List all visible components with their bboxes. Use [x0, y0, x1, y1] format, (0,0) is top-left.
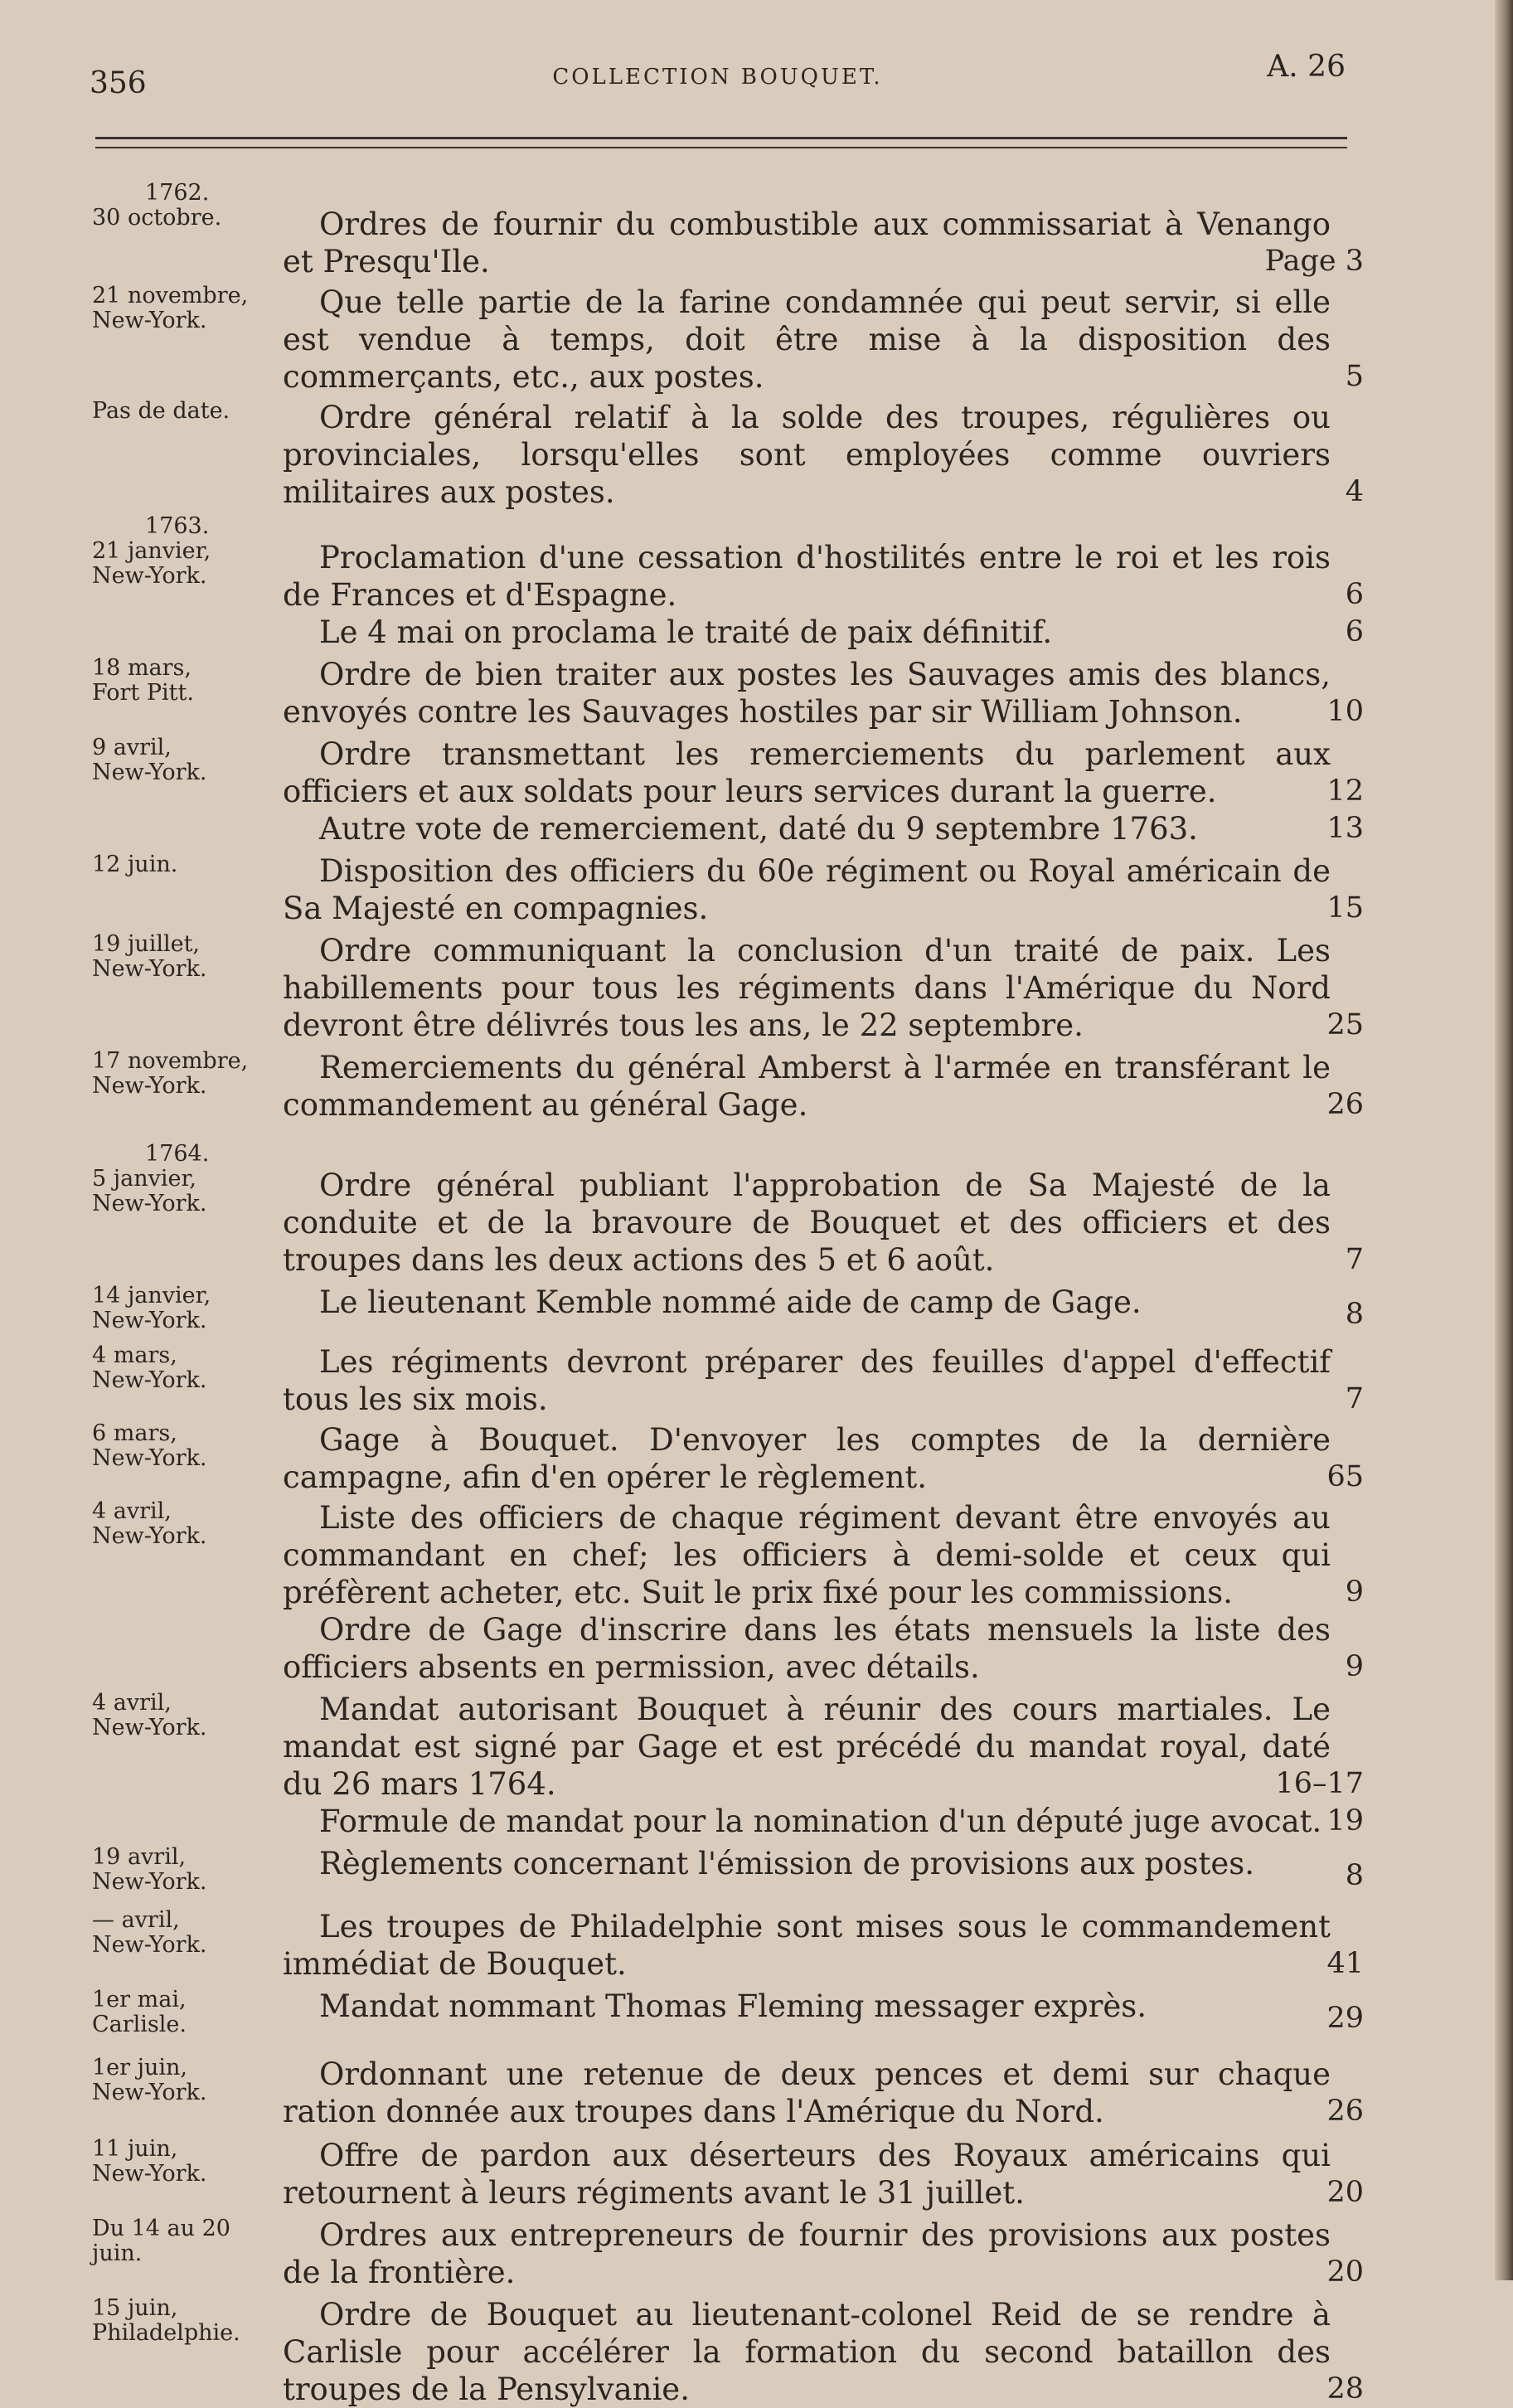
entry-date-line: 14 janvier, [92, 1283, 211, 1308]
entry-text [283, 1691, 1364, 1803]
entry-text [283, 1343, 1364, 1418]
entry-date [87, 932, 283, 1044]
entry-text [283, 1499, 1364, 1611]
entry-description: Ordre transmettant les remerciements du parlement aux officiers et aux soldats pour leurs services durant la guerre. [283, 736, 1331, 809]
entry-date [87, 1803, 283, 1840]
entry-date [87, 1142, 283, 1279]
entry-description: Le 4 mai on proclama le traité de paix définitif. [319, 614, 1053, 650]
book-binding-edge [1495, 0, 1513, 2280]
entry-page-reference: 9 [1345, 1575, 1364, 1609]
entry-page-reference: 10 [1326, 695, 1364, 728]
entry-description: Disposition des officiers du 60e régiment ou Royal américain de Sa Majesté en compagnies. [283, 853, 1331, 926]
entry-date-line: Philadelphie. [92, 2320, 240, 2346]
header-rule-bottom [95, 147, 1347, 148]
calendar-entry [87, 656, 1364, 731]
entry-date [87, 514, 283, 614]
entry-text [283, 1421, 1364, 1496]
calendar-entry [87, 181, 1364, 280]
entry-description: Les troupes de Philadelphie sont mises sous le commandement immédiat de Bouquet. [283, 1909, 1331, 1982]
entry-page-reference: 41 [1326, 1947, 1364, 1980]
entry-description: Ordres de fournir du combustible aux commissariat à Venango et Presqu'Ile. [283, 206, 1331, 279]
entry-date-line: Du 14 au 20 [92, 2216, 230, 2241]
entry-date [87, 656, 283, 731]
entry-page-reference: 28 [1326, 2372, 1364, 2406]
calendar-entry [87, 810, 1364, 847]
entry-date-line: Carlisle. [92, 2012, 187, 2037]
entry-page-reference: 12 [1326, 774, 1364, 808]
entry-text [283, 1845, 1364, 1895]
entry-date [87, 1049, 283, 1124]
entry-text [283, 399, 1364, 511]
calendar-entry [87, 932, 1364, 1044]
entry-date-line: 5 janvier, [92, 1166, 197, 1192]
entry-date [87, 2056, 283, 2130]
entry-page-reference: 9 [1345, 1650, 1364, 1683]
entry-date-line: 17 novembre, [92, 1048, 249, 1074]
entry-page-reference: 8 [1345, 1859, 1364, 1892]
calendar-entry [87, 1142, 1364, 1279]
entry-description: Offre de pardon aux déserteurs des Royaux américains qui retournent à leurs régiments avant le 31 juillet. [283, 2138, 1331, 2211]
entry-date-line: — avril, [92, 1907, 180, 1933]
entry-date [87, 1691, 283, 1803]
volume-reference: A. 26 [1267, 50, 1346, 84]
entry-page-reference: 65 [1326, 1460, 1364, 1493]
entry-page-reference: 4 [1345, 475, 1364, 508]
entry-text [283, 1611, 1364, 1686]
entry-date [87, 1421, 283, 1496]
entry-page-reference: 29 [1326, 2002, 1364, 2035]
entry-date-line: New-York. [92, 1932, 207, 1958]
calendar-entry [87, 514, 1364, 614]
entry-page-reference: 26 [1326, 1088, 1364, 1121]
entry-year: 1763. [145, 513, 210, 539]
entry-date-line: 9 avril, [92, 735, 172, 760]
entry-date [87, 399, 283, 511]
entry-date [87, 1284, 283, 1333]
entry-text [283, 2296, 1364, 2408]
calendar-entry [87, 736, 1364, 810]
entry-description: Mandat autorisant Bouquet à réunir des cours martiales. Le mandat est signé par Gage et est précédé du mandat royal, daté du 26 mars 1764. [283, 1692, 1331, 1802]
entry-date-line: New-York. [92, 2080, 207, 2105]
entry-text [283, 1167, 1364, 1279]
entry-date-line: 1er mai, [92, 1987, 187, 2012]
entry-page-reference: 13 [1326, 812, 1364, 845]
entry-text [283, 1803, 1364, 1840]
entry-text [283, 1284, 1364, 1333]
calendar-entry [87, 1803, 1364, 1840]
entry-date-line: 15 juin, [92, 2295, 178, 2321]
calendar-entry [87, 1049, 1364, 1124]
entry-description: Règlements concernant l'émission de provisions aux postes. [319, 1846, 1254, 1881]
entry-year: 1764. [145, 1141, 210, 1167]
entry-date [87, 1845, 283, 1895]
entry-text [283, 206, 1364, 280]
entry-description: Ordonnant une retenue de deux pences et demi sur chaque ration donnée aux troupes dans l'Amérique du Nord. [283, 2056, 1331, 2129]
entry-text [283, 2056, 1364, 2130]
entry-date-line: New-York. [92, 1308, 207, 1333]
entry-description: Ordre de Bouquet au lieutenant-colonel Reid de se rendre à Carlisle pour accélérer la formation du second bataillon des troupes de la Pensylvanie. [283, 2297, 1331, 2407]
entry-description: Les régiments devront préparer des feuilles d'appel d'effectif tous les six mois. [283, 1344, 1331, 1417]
entry-date [87, 736, 283, 810]
calendar-entry [87, 1284, 1364, 1333]
entry-text [283, 656, 1364, 731]
calendar-entry [87, 2137, 1364, 2211]
entry-date-line: 1er juin, [92, 2055, 188, 2080]
calendar-entry [87, 1691, 1364, 1803]
entry-date [87, 2137, 283, 2211]
entry-description: Gage à Bouquet. D'envoyer les comptes de la dernière campagne, afin d'en opérer le règlement. [283, 1422, 1331, 1495]
entry-date [87, 1499, 283, 1611]
entry-date [87, 181, 283, 280]
entry-page-reference: 7 [1345, 1382, 1364, 1415]
entry-page-reference: 5 [1345, 360, 1364, 393]
entry-text [283, 539, 1364, 614]
entry-date-line: New-York. [92, 2161, 207, 2187]
entry-page-reference: 15 [1326, 891, 1364, 925]
entry-page-reference: 26 [1326, 2095, 1364, 2128]
entry-description: Ordre général relatif à la solde des troupes, régulières ou provinciales, lorsqu'elles sont employées comme ouvriers militaires aux postes. [283, 400, 1331, 510]
entry-text [283, 736, 1364, 810]
calendar-entry [87, 399, 1364, 511]
entry-description: Ordre communiquant la conclusion d'un traité de paix. Les habillements pour tous les régiments dans l'Amérique du Nord devront être délivrés tous les ans, le 22 septembre. [283, 933, 1331, 1043]
entry-date-line: 18 mars, [92, 655, 192, 681]
entry-description: Le lieutenant Kemble nommé aide de camp de Gage. [319, 1284, 1142, 1320]
calendar-entry [87, 1499, 1364, 1611]
entry-date-line: New-York. [92, 1523, 207, 1549]
entry-date [87, 852, 283, 927]
page-number: 356 [90, 66, 147, 100]
entry-date-line: New-York. [92, 1073, 207, 1099]
entry-date-line: New-York. [92, 1445, 207, 1471]
entry-page-reference: 19 [1326, 1804, 1364, 1838]
entry-description: Liste des officiers de chaque régiment devant être envoyés au commandant en chef; les officiers à demi-solde et ceux qui préfèrent acheter, etc. Suit le prix fixé pour les commissions. [283, 1500, 1331, 1610]
entry-date [87, 1611, 283, 1686]
entry-date-line: 4 avril, [92, 1498, 172, 1524]
calendar-entry [87, 284, 1364, 396]
entry-page-reference: 7 [1345, 1243, 1364, 1276]
entry-text [283, 2137, 1364, 2211]
entry-date-line: New-York. [92, 1367, 207, 1393]
entry-text [283, 614, 1364, 651]
entry-date-line: 21 janvier, [92, 538, 211, 564]
entry-text [283, 932, 1364, 1044]
entry-date [87, 2296, 283, 2408]
entry-text [283, 852, 1364, 927]
entry-page-reference: 8 [1345, 1298, 1364, 1331]
entry-date-line: Fort Pitt. [92, 680, 194, 706]
calendar-entry [87, 1845, 1364, 1895]
calendar-entry [87, 2056, 1364, 2130]
entry-year: 1762. [145, 180, 210, 206]
calendar-entry [87, 1988, 1364, 2037]
entry-text [283, 284, 1364, 396]
entry-description: Ordre de bien traiter aux postes les Sauvages amis des blancs, envoyés contre les Sauvages hostiles par sir William Johnson. [283, 657, 1331, 730]
calendar-entry [87, 2296, 1364, 2408]
entry-page-reference: 16–17 [1275, 1767, 1364, 1800]
entry-date [87, 810, 283, 847]
entry-date [87, 614, 283, 651]
entry-page-reference: 6 [1345, 615, 1364, 648]
entry-date-line: 4 avril, [92, 1690, 172, 1716]
entry-date-line: Pas de date. [92, 398, 230, 424]
entry-page-reference: Page 3 [1264, 245, 1364, 278]
running-title: COLLECTION BOUQUET. [552, 65, 883, 90]
entry-date-line: New-York. [92, 308, 207, 333]
entry-date-line: juin. [92, 2241, 143, 2266]
header-rule-top [95, 137, 1347, 139]
entry-date [87, 1343, 283, 1418]
entry-description: Que telle partie de la farine condamnée qui peut servir, si elle est vendue à temps, doit être mise à la disposition des commerçants, etc., aux postes. [283, 284, 1331, 395]
entry-description: Autre vote de remerciement, daté du 9 septembre 1763. [319, 811, 1198, 847]
entry-date-line: New-York. [92, 563, 207, 589]
entry-date [87, 1988, 283, 2037]
entry-description: Proclamation d'une cessation d'hostilités entre le roi et les rois de Frances et d'Espagne. [283, 540, 1331, 613]
calendar-entry [87, 1421, 1364, 1496]
entry-text [283, 1908, 1364, 1983]
calendar-entry [87, 852, 1364, 927]
page-header [90, 48, 1346, 98]
calendar-entry [87, 1908, 1364, 1983]
entry-text [283, 1988, 1364, 2037]
entry-date-line: New-York. [92, 1715, 207, 1740]
entry-page-reference: 25 [1326, 1008, 1364, 1041]
entry-text [283, 810, 1364, 847]
entry-date-line: New-York. [92, 1869, 207, 1895]
calendar-entry [87, 614, 1364, 651]
entry-description: Ordre de Gage d'inscrire dans les états mensuels la liste des officiers absents en permission, avec détails. [283, 1612, 1331, 1685]
calendar-entry [87, 1343, 1364, 1418]
entry-description: Remerciements du général Amberst à l'armée en transférant le commandement au général Gage. [283, 1050, 1331, 1123]
entry-date-line: New-York. [92, 760, 207, 785]
entry-date-line: 12 juin. [92, 852, 178, 877]
entry-date-line: 6 mars, [92, 1420, 177, 1446]
entry-description: Ordres aux entrepreneurs de fournir des provisions aux postes de la frontière. [283, 2217, 1331, 2290]
entry-text [283, 1049, 1364, 1124]
entry-date-line: 21 novembre, [92, 283, 249, 308]
entry-page-reference: 20 [1326, 2176, 1364, 2209]
entry-date [87, 284, 283, 396]
entry-date-line: New-York. [92, 1191, 207, 1216]
entry-date-line: 19 avril, [92, 1844, 187, 1870]
calendar-entries [87, 181, 1364, 2408]
entry-date [87, 1908, 283, 1983]
entry-date-line: 30 octobre. [92, 205, 222, 231]
entry-description: Mandat nommant Thomas Fleming messager exprès. [319, 1988, 1147, 2024]
entry-date-line: 11 juin, [92, 2136, 178, 2162]
entry-description: Formule de mandat pour la nomination d'un député juge avocat. [319, 1804, 1322, 1839]
entry-date-line: 19 juillet, [92, 931, 201, 957]
entry-date-line: New-York. [92, 956, 207, 982]
calendar-entry [87, 1611, 1364, 1686]
entry-page-reference: 6 [1345, 578, 1364, 611]
entry-page-reference: 20 [1326, 2255, 1364, 2289]
entry-date-line: 4 mars, [92, 1342, 177, 1368]
entry-description: Ordre général publiant l'approbation de Sa Majesté de la conduite et de la bravoure de Bouquet et des officiers et des troupes dans les deux actions des 5 et 6 août. [283, 1168, 1331, 1278]
